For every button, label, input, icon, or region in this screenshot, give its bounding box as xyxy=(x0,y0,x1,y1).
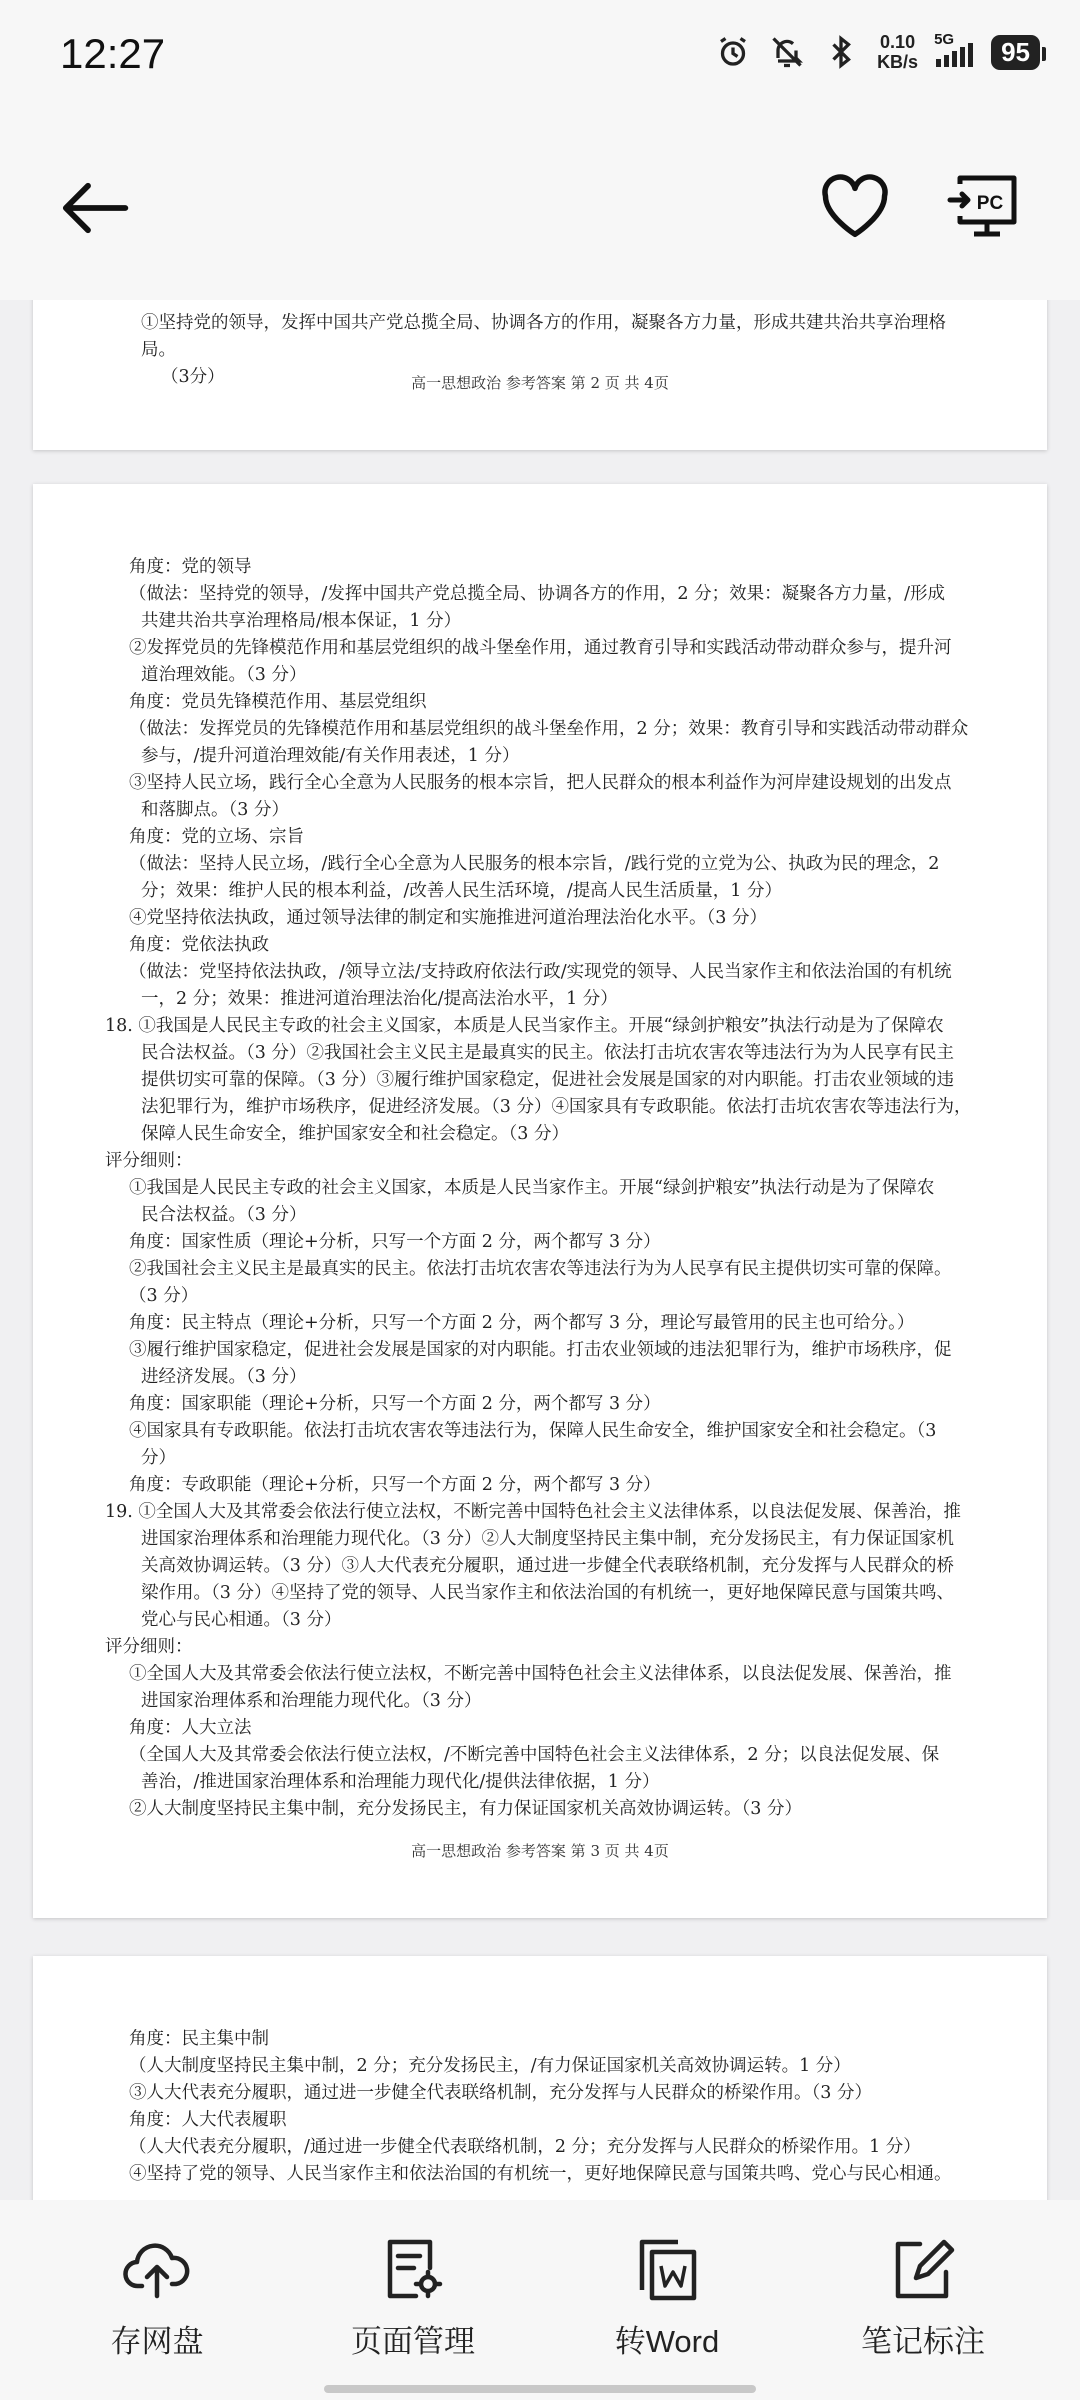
text-line: （做法：党坚持依法执政，/领导立法/支持政府依法行政/实现党的领导、人民当家作主和依法治国的有机统 xyxy=(129,962,952,982)
status-icons xyxy=(715,32,1040,72)
text-line: 提供切实可靠的保障。（3 分）③履行维护国家稳定，促进社会发展是国家的对内职能。打击农业领域的违 xyxy=(141,1070,954,1090)
text-line: ④国家具有专政职能。依法打击坑农害农等违法行为，保障人民生命安全，维护国家安全和社会稳定。（3 xyxy=(129,1421,937,1441)
heart-icon[interactable] xyxy=(820,174,890,240)
text-line: ①坚持党的领导，发挥中国共产党总揽全局、协调各方的作用，凝聚各方力量，形成共建共治共享治理格局。 xyxy=(141,313,946,360)
text-line: ①我国是人民民主专政的社会主义国家，本质是人民当家作主。开展“绿剑护粮安”执法行动是为了保障农 xyxy=(129,1178,935,1198)
bottom-bar-label: 转Word xyxy=(614,2324,720,2359)
text-line: ③人大代表充分履职，通过进一步健全代表联络机制，充分发挥与人民群众的桥梁作用。（3 分） xyxy=(129,2083,872,2103)
text-line: （做法：发挥党员的先锋模范作用和基层党组织的战斗堡垒作用，2 分；效果：教育引导和实践活动带动群众 xyxy=(129,719,969,739)
text-line: ②我国社会主义民主是最真实的民主。依法打击坑农害农等违法行为为人民享有民主提供切实可靠的保障。 xyxy=(129,1259,952,1279)
status-bar xyxy=(0,0,1080,118)
page-footer: 高一思想政治 参考答案 第 2 页 共 4页 xyxy=(411,374,669,392)
text-line: 18. ①我国是人民民主专政的社会主义国家，本质是人民当家作主。开展“绿剑护粮安”执法行动是为了保障农 xyxy=(105,1016,944,1036)
cast-to-pc-icon[interactable] xyxy=(946,172,1018,242)
net-speed-value: 0.10 xyxy=(880,32,916,52)
text-line: （做法：坚持人民立场，/践行全心全意为人民服务的根本宗旨，/践行党的立党为公、执政为民的理念，2 xyxy=(129,854,940,874)
pdf-page-2 xyxy=(33,300,1047,450)
mute-bell-icon xyxy=(769,34,805,70)
text-line: ③履行维护国家稳定，促进社会发展是国家的对内职能。打击农业领域的违法犯罪行为，维护市场秩序，促 xyxy=(129,1340,952,1360)
bottom-bar-label: 笔记标注 xyxy=(861,2324,985,2359)
text-line: （人大代表充分履职，/通过进一步健全代表联络机制，2 分；充分发挥与人民群众的桥梁作用。1 分） xyxy=(129,2137,921,2157)
text-line: 角度：党依法执政 xyxy=(129,935,269,955)
page-3-text xyxy=(105,554,973,1823)
text-line: 道治理效能。（3 分） xyxy=(141,665,307,685)
text-line: ③坚持人民立场，践行全心全意为人民服务的根本宗旨，把人民群众的根本利益作为河岸建设规划的出发点 xyxy=(129,773,952,793)
signal-label: 5G xyxy=(934,31,955,48)
text-line: 党心与民心相通。（3 分） xyxy=(141,1610,342,1630)
edit-note-icon xyxy=(888,2236,958,2302)
text-line: （人大制度坚持民主集中制，2 分；充分发扬民主，/有力保证国家机关高效协调运转。1 分） xyxy=(129,2056,851,2076)
text-line: 角度：人大立法 xyxy=(129,1718,252,1738)
text-line: （3分） xyxy=(161,367,225,387)
text-line: ②发挥党员的先锋模范作用和基层党组织的战斗堡垒作用，通过教育引导和实践活动带动群众参与，提升河 xyxy=(129,638,952,658)
text-line: 参与，/提升河道治理效能/有关作用表述，1 分） xyxy=(141,746,520,766)
page-footer: 高一思想政治 参考答案 第 3 页 共 4页 xyxy=(411,1842,669,1860)
net-speed-unit: KB/s xyxy=(877,52,919,72)
text-line: 共建共治共享治理格局/根本保证，1 分） xyxy=(141,611,462,631)
text-line: 评分细则： xyxy=(105,1637,193,1657)
battery-icon: 95 xyxy=(991,35,1040,70)
text-line: 评分细则： xyxy=(105,1151,193,1171)
text-line: 角度：党的立场、宗旨 xyxy=(129,827,304,847)
text-line: 关高效协调运转。（3 分）③人大代表充分履职，通过进一步健全代表联络机制，充分发挥与人民群众的桥 xyxy=(141,1556,954,1576)
text-line: ①全国人大及其常委会依法行使立法权，不断完善中国特色社会主义法律体系，以良法促发展、保善治，推 xyxy=(129,1664,952,1684)
text-line: （全国人大及其常委会依法行使立法权，/不断完善中国特色社会主义法律体系，2 分；以良法促发展、保 xyxy=(129,1745,940,1765)
text-line: （做法：坚持党的领导，/发挥中国共产党总揽全局、协调各方的作用，2 分；效果：凝聚各方力量，/形成 xyxy=(129,584,945,604)
text-line: 19. ①全国人大及其常委会依法行使立法权，不断完善中国特色社会主义法律体系，以良法促发展、保善治，推 xyxy=(105,1502,961,1522)
arrow-left-icon[interactable] xyxy=(60,178,130,238)
pdf-page-4 xyxy=(33,1956,1047,2200)
text-line: 分；效果：维护人民的根本利益，/改善人民生活环境，/提高人民生活质量，1 分） xyxy=(141,881,782,901)
text-line: 和落脚点。（3 分） xyxy=(141,800,289,820)
page-settings-icon xyxy=(378,2236,448,2302)
text-line: 角度：民主特点（理论+分析，只写一个方面 2 分，两个都写 3 分，理论写最管用的民主也可给分。） xyxy=(129,1313,915,1333)
convert-word-button[interactable] xyxy=(567,2236,767,2361)
document-viewer[interactable] xyxy=(0,300,1080,2200)
top-toolbar xyxy=(0,118,1080,300)
text-line: 一，2 分；效果：推进河道治理法治化/提高法治水平，1 分） xyxy=(141,989,618,1009)
text-line: 角度：党员先锋模范作用、基层党组织 xyxy=(129,692,427,712)
annotate-notes-button[interactable] xyxy=(823,2236,1023,2361)
text-line: （3 分） xyxy=(129,1286,199,1306)
text-line: 角度：国家性质（理论+分析，只写一个方面 2 分，两个都写 3 分） xyxy=(129,1232,661,1252)
pc-label: PC xyxy=(976,193,1004,214)
text-line: 角度：专政职能（理论+分析，只写一个方面 2 分，两个都写 3 分） xyxy=(129,1475,661,1495)
home-indicator[interactable] xyxy=(324,2385,756,2393)
signal-icon xyxy=(934,31,973,67)
text-line: 角度：民主集中制 xyxy=(129,2029,269,2049)
text-line: 保障人民生命安全，维护国家安全和社会稳定。（3 分） xyxy=(141,1124,569,1144)
bottom-bar-label: 存网盘 xyxy=(110,2324,204,2359)
network-speed xyxy=(877,32,918,72)
text-line: 角度：人大代表履职 xyxy=(129,2110,287,2130)
cloud-upload-icon xyxy=(122,2236,192,2302)
clock: 12:27 xyxy=(60,30,166,77)
text-line: 分） xyxy=(141,1448,176,1468)
text-line: 进国家治理体系和治理能力现代化。（3 分） xyxy=(141,1691,482,1711)
pdf-page-3 xyxy=(33,484,1047,1918)
alarm-icon xyxy=(715,34,751,70)
page-management-button[interactable] xyxy=(313,2236,513,2361)
text-line: 梁作用。（3 分）④坚持了党的领导、人民当家作主和依法治国的有机统一，更好地保障民意与国策共鸣、 xyxy=(141,1583,954,1603)
text-line: 进国家治理体系和治理能力现代化。（3 分）②人大制度坚持民主集中制，充分发扬民主，有力保证国家机 xyxy=(141,1529,954,1549)
text-line: 角度：国家职能（理论+分析，只写一个方面 2 分，两个都写 3 分） xyxy=(129,1394,661,1414)
text-line: ②人大制度坚持民主集中制，充分发扬民主，有力保证国家机关高效协调运转。（3 分） xyxy=(129,1799,802,1819)
text-line: 民合法权益。（3 分）②我国社会主义民主是最真实的民主。依法打击坑农害农等违法行为为人民享有民主 xyxy=(141,1043,954,1063)
text-line: 角度：党的领导 xyxy=(129,557,252,577)
text-line: 善治，/推进国家治理体系和治理能力现代化/提供法律依据，1 分） xyxy=(141,1772,660,1792)
text-line: 进经济发展。（3 分） xyxy=(141,1367,307,1387)
bottom-bar-label: 页面管理 xyxy=(351,2324,475,2359)
bottom-action-bar xyxy=(0,2200,1080,2400)
text-line: ④党坚持依法执政，通过领导法律的制定和实施推进河道治理法治化水平。（3 分） xyxy=(129,908,767,928)
text-line: 法犯罪行为，维护市场秩序，促进经济发展。（3 分）④国家具有专政职能。依法打击坑农害农等违法行为， xyxy=(141,1097,972,1117)
convert-word-icon xyxy=(632,2236,702,2302)
save-to-cloud-button[interactable] xyxy=(57,2236,257,2361)
text-line: 民合法权益。（3 分） xyxy=(141,1205,307,1225)
text-line: ④坚持了党的领导、人民当家作主和依法治国的有机统一，更好地保障民意与国策共鸣、党心与民心相通。 xyxy=(129,2164,952,2184)
bluetooth-icon xyxy=(823,34,859,70)
page-4-text xyxy=(105,2026,973,2188)
